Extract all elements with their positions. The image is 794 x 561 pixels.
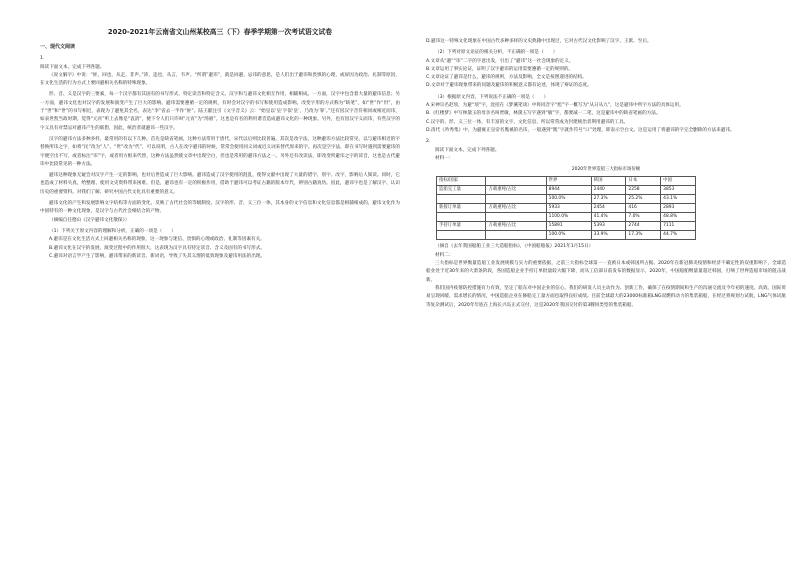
passage-paragraph: 形、音、义是汉字的三要素，每一个汉字都有其固有的书写形式、特定读音和特定含义。汉字和与避讳文化相互作用，相辅相成。一方面，汉字中包含着大量的避讳信息；另一方面，避讳文化也对汉字的发展和演变产生了巨大的影响。避讳需要遵循一定的规则，有时会对汉字的书写和使用造成影响。改变字形的方式称为“缺笔”，如“世”作“卅”，由于“世”和“世”的书写相近，表现为了避免其全名，表达“李”省去一半作“匪”。陆王献注引《文字音义》云：“始皇以‘皇’字似‘皇’，乃改为‘罪’。”还有因汉字音符相同或相近而讳，如表世凯当政时期，觉得“元宵”听上去像是“袁消”，便下令人们只许叫“元宵”为“汤圆”，这也是有名的利用谐音造成避讳文化的一种现象。另外，也有因汉字义而讳，有些汉字的字义具有对禁忌对避讳产生的联想，因此，统治者就避讳一些汉字。 xyxy=(40,92,400,131)
table-cell: 44.7% xyxy=(661,231,696,240)
table-cell: 7.0% xyxy=(626,213,661,222)
table-cell: 416 xyxy=(626,204,661,213)
table-cell: 3853 xyxy=(661,186,696,195)
table-cell: 41.4% xyxy=(591,213,626,222)
passage-paragraph: 三大指标是世界衡量造船工业发展规模与实力的重要依据，之前三大指标全球第一一直被日本或韩国所占据。2020年在新冠肺炎疫情和经济不确定性的双重影响下，全球造船业处于近30年来的大萧条阶段，各国造船企业手持订单批量较大幅下降，而从工信部日前发布的数据显示，2020年，中国船舶继量量超过韩国，打响了世界造船市场的阻击战新。 xyxy=(426,261,786,283)
table-row xyxy=(437,186,696,195)
table-cell: 世界 xyxy=(546,177,591,186)
table-row xyxy=(437,204,696,213)
table-cell: 5393 xyxy=(591,222,626,231)
table-cell xyxy=(486,231,546,240)
table-row xyxy=(437,231,696,240)
table-cell: 17.3% xyxy=(626,231,661,240)
table-cell: 43.1% xyxy=(661,195,696,204)
question-number: 2. xyxy=(426,139,431,145)
question-text: （3）根据原文内容，下列说法不正确的一项是（ ） xyxy=(435,94,549,100)
table-cell: 33.9% xyxy=(591,231,626,240)
passage-paragraph: 我们国内疫情防控措施有力有效，坚定了船东对中国企业的信心。我们的研发人员主动作为、创新工作，确保了在疫情期间和生产的沟通交流及今年初的速度。高效。国际贸易呈现回暖、需求增长的情况，中国造船企业在修船完工量方面也取得良好成绩。目前全球最大的23000标准箱LNG双燃料动力的集装箱船，在经过将规划力试航，LNG气体试航等复杂测试后，2020年年底在上海长兴岛正式交付，这是2020年我国交付的第3艘同类型的集装箱船。 xyxy=(426,285,786,308)
answer-option: A.避讳是在文化生活方式上回避相关名称的现象，这一现象与迷信、畏惧的心理或政治、礼制等因素有关。 xyxy=(49,237,265,243)
answer-option: B.文章运用了事实论证，证明了汉字避讳的运用需要遵循一定的规则的。 xyxy=(426,66,574,72)
table-cell: 万载重吨/占比 xyxy=(486,186,546,195)
table-cell: 日本 xyxy=(626,177,661,186)
right-column xyxy=(426,38,786,310)
passage-source: （摘编自任德山《汉字避讳文化散探》） xyxy=(49,217,130,223)
table-row xyxy=(437,177,696,186)
material-label: 材料二： xyxy=(435,252,454,258)
table-cell: 万载重吨/占比 xyxy=(486,204,546,213)
passage-paragraph: 汉字的避讳方法多种多样，最常用的有以下几种。首先是缺省笔画，这种方法常用于唐代，宋代以后则比较普遍。其次是改字法，这种避讳方法比较常见，以与避讳相近的字替换所讳之字，如将“民”改为“人”、“世”改为“代”，可以说明，古人在改字避讳的时候，常常会使用同义词或近义词来替代原来的字。再次是空字法，即在书写时遇到需要避讳的字便空出不写，或者标注“讳”字，或者用方框来代替，这种方法虽然使文章中出现空白，但也是常用的避讳方法之一。另外还有改读法，即改变所避讳之字的读音，这也是古代避讳中比较常见的一种方法。 xyxy=(40,136,400,167)
table-cell: 25.2% xyxy=(626,195,661,204)
table-cell: 手持订单量 xyxy=(437,222,486,231)
table-cell: 2744 xyxy=(626,222,661,231)
table-cell: 韩国 xyxy=(591,177,626,186)
answer-option: B.避讳文化在汉字的发展、演变过程中的作用很大，这表现为汉字具有特定读音、含义及固有的书写形式。 xyxy=(49,245,265,251)
reading-instruction: 阅读下面文本，完成下列各题。 xyxy=(40,64,105,70)
answer-option: A.宋神宗名赵顼，为避“顼”字，沈括在《梦溪笔谈》中将同音字“旭”字一概写为“从日从九”，这是避讳中所字方法的具体运用。 xyxy=(426,103,684,109)
table-cell: 万载重吨/占比 xyxy=(486,222,546,231)
table-cell xyxy=(486,213,546,222)
passage-paragraph: 避讳文化的产生和发展影响文字结构等方面的变化，反映了古代社会的等级制度。汉字的形、音、义三位一体，其本身的文字信息和文化信息都是相辅相成的。避讳文化作为中国特有的一种文化现象，是汉字与古代社会相结合的产物。 xyxy=(40,201,400,215)
question-number: 1. xyxy=(40,56,45,62)
table-cell: 100.0% xyxy=(546,231,591,240)
table-caption: 2020年世界造船三大指标市场份额 xyxy=(571,167,641,173)
table-cell: 新接订单量 xyxy=(437,204,486,213)
question-text: （1）下列关于原文内容的理解和分析，正确的一项是（ ） xyxy=(49,228,176,234)
table-cell xyxy=(437,213,486,222)
passage-paragraph: 《说文解字》中说：“匪，回也，从走，非声。”沛，违也，从言，韦声。“所谓”避讳”，就是回避、忌讳的意思，是人们出于避讳和畏惧的心理，或屏因为政治、礼制等原因，在文化生活的行为方式上要回避相关名称的特殊现象。 xyxy=(40,72,400,87)
table-cell: 27.3% xyxy=(591,195,626,204)
table-cell: 15891 xyxy=(546,222,591,231)
table-row xyxy=(437,195,696,204)
table-cell xyxy=(437,195,486,204)
table-cell: 指标/国家 xyxy=(437,177,486,186)
table-row xyxy=(437,213,696,222)
table-cell xyxy=(437,231,486,240)
table-source: （摘自《去年我国船舶工业三大造船指标》，《中国船舶报》2021年1月15日） xyxy=(435,244,594,250)
shipbuilding-table xyxy=(436,176,696,240)
table-cell: 8944 xyxy=(546,186,591,195)
answer-option: D.清代《吟秀集》中，为避雍正皇帝名胤禛的名讳，一般遇到“胤”字就作符号“口”处理，即表示空白文。这是运用了将避讳的字完全删除的方法来避讳。 xyxy=(426,127,735,133)
table-cell: 7111 xyxy=(661,222,696,231)
table-cell: 中国 xyxy=(661,177,696,186)
passage-paragraph: 避讳这种现象无疑会对汉字产生一定的影响，也对后世造成了巨大影响。避讳造成了汉字使用的混乱，使得文献中出现了大量的错字、别字、改字，影响后人阅读。同时，它也造成了材料失真，给整理、使用文史资料带来困难。但是，避讳也有一定的积极作用，借助于避讳可以考证古籍的版本年代，辨别古籍真伪。因此，避讳字也是了解汉字、认识历史的重要资料。对我们了解、研究中国古代文化具有重要的意义。 xyxy=(40,173,400,195)
answer-option: D.避讳这一特殊文化现象在中国古代多种多样的文史典籍中出现过，它对古代汉文化影响了汉字、王派、至后。 xyxy=(426,39,652,44)
answer-option: C.文章论证了避讳是什么，避讳的规则，方法及影响，全文是按照递进的结构。 xyxy=(426,75,587,81)
answer-option: C.避讳对语言学产生了影响，避讳带来的新读音、新词语，导致了失其义理的低效现象及避讳用法的出现。 xyxy=(49,253,265,259)
table-cell: 100.0% xyxy=(546,195,591,204)
table-cell xyxy=(486,177,546,186)
section-heading: 一、现代文阅读 xyxy=(40,44,76,50)
table-cell: 1100.0% xyxy=(546,213,591,222)
table-cell: 2440 xyxy=(591,186,626,195)
table-row xyxy=(437,222,696,231)
left-column xyxy=(40,28,400,261)
table-cell: 48.8% xyxy=(661,213,696,222)
answer-option: D.文章对于避讳现象带来的问题及避讳的积极意义都有论述，体现了辩证的态度。 xyxy=(426,83,592,89)
reading-instruction: 阅读下面文本，完成下列各题。 xyxy=(435,147,500,153)
table-cell: 造船完工量 xyxy=(437,186,486,195)
answer-option: B.《红楼梦》中写林黛玉的母亲名叫贾敏，林黛玉写字遇到“敏”字，都要减一二笔，这是避讳中的缺省笔画的方法。 xyxy=(426,111,661,117)
question-text: （2）下列对原文论证的相关分析，不正确的一项是（ ） xyxy=(435,50,558,56)
table-cell: 2258 xyxy=(626,186,661,195)
table-cell: 2893 xyxy=(661,204,696,213)
answer-option: C.汉字的、形、义三位一体，有丰富的文字、文化信息，所以常常成为封建统治者利用避讳的工具。 xyxy=(426,119,629,125)
page-title: 2020-2021年云南省文山州某校高三（下）春季学期第一次考试语文试卷 xyxy=(107,28,333,36)
table-cell: 2454 xyxy=(591,204,626,213)
material-label: 材料一： xyxy=(435,155,454,161)
table-cell xyxy=(486,195,546,204)
answer-option: A.文章从“避”“讳”二字的字意出发，引出了“避讳”这一社会现象的定义。 xyxy=(426,58,574,64)
table-cell: 5933 xyxy=(546,204,591,213)
